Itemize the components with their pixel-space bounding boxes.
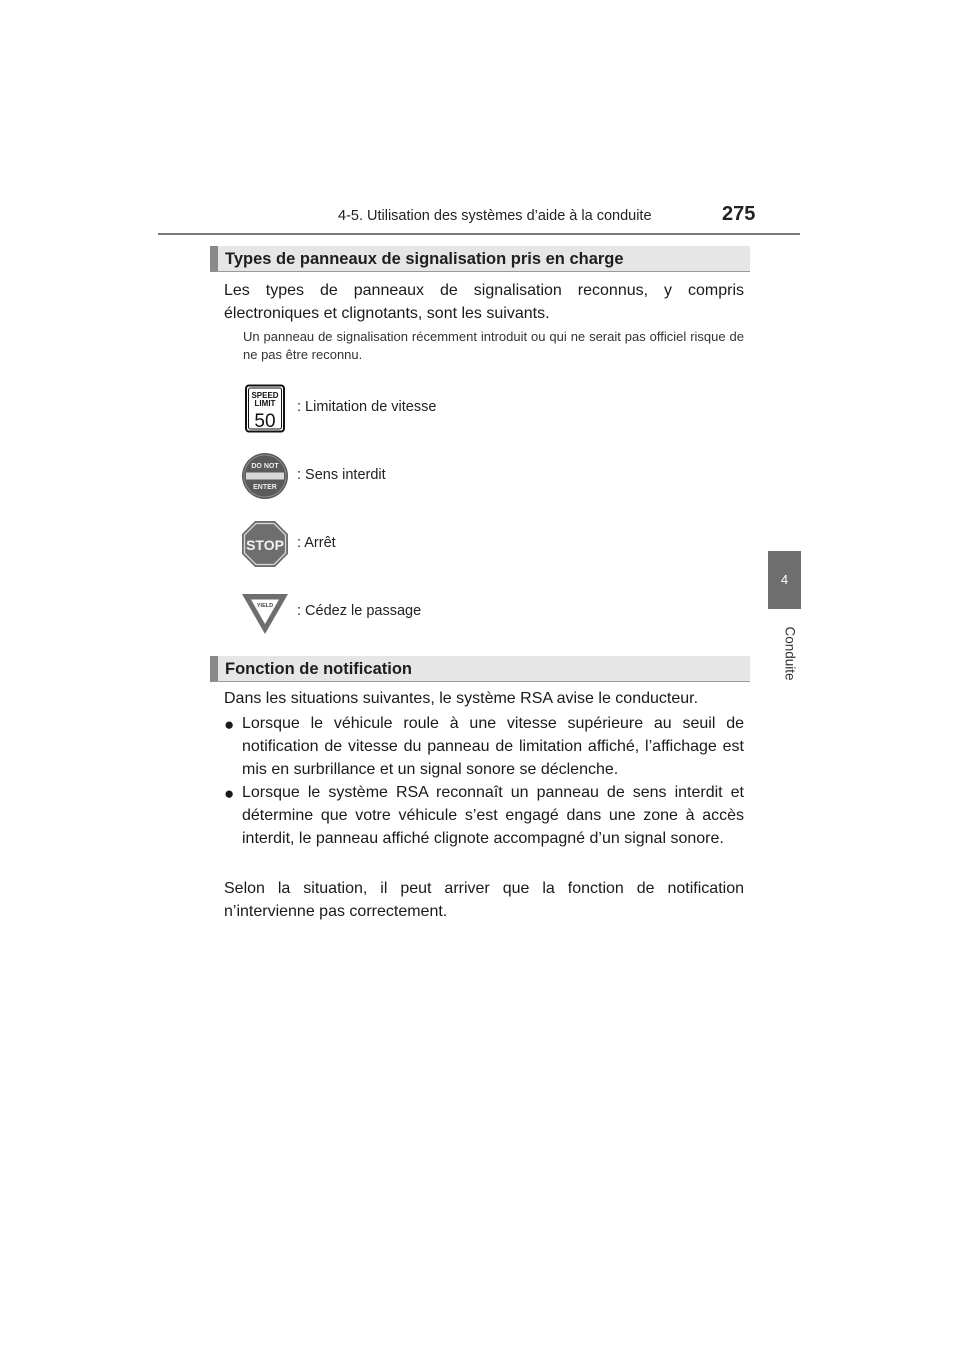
- chapter-tab: 4: [768, 551, 801, 609]
- stop-sign-text: STOP: [246, 537, 284, 553]
- bullet-icon: ●: [224, 715, 235, 734]
- speed-limit-label: : Limitation de vitesse: [297, 399, 437, 415]
- stop-label: : Arrêt: [297, 535, 336, 551]
- speed-sign-value: 50: [254, 411, 276, 432]
- chapter-label: Conduite: [782, 626, 798, 681]
- speed-sign-text-2: LIMIT: [254, 399, 276, 408]
- page-number: 275: [722, 203, 756, 225]
- speed-sign-text-1: SPEED: [251, 391, 279, 400]
- dne-sign-text-1: DO NOT: [251, 463, 279, 470]
- bullet-icon: ●: [224, 784, 235, 803]
- stop-sign-icon: [241, 520, 289, 568]
- section-title: 4-5. Utilisation des systèmes d’aide à la conduite: [338, 208, 652, 224]
- do-not-enter-label: : Sens interdit: [297, 467, 386, 483]
- sign-types-note: Un panneau de signalisation récemment introduit ou qui ne serait pas officiel risque de ne pas être reconnu.: [243, 329, 744, 362]
- notification-closing: Selon la situation, il peut arriver que la fonction de notification n’intervienne pas correctement.: [224, 880, 744, 920]
- speed-limit-sign-icon: [241, 384, 289, 432]
- do-not-enter-sign-icon: [241, 452, 289, 500]
- header-rule: [158, 233, 800, 235]
- section-heading-sign-types: Types de panneaux de signalisation pris en charge: [210, 246, 750, 272]
- sign-types-intro: Les types de panneaux de signalisation reconnus, y compris électroniques et clignotants, sont les suivants.: [224, 282, 744, 322]
- yield-sign-icon: [241, 592, 289, 640]
- bullet-text: Lorsque le système RSA reconnaît un panneau de sens interdit et détermine que votre véhicule s’est engagé dans une zone à accès interdit, le panneau affiché clignote accompagné d’un signal sonore.: [242, 784, 744, 847]
- bullet-text: Lorsque le véhicule roule à une vitesse supérieure au seuil de notification de vitesse du panneau de limitation affiché, l’affichage est mis en surbrillance et un signal sonore se déclenche.: [242, 715, 744, 778]
- yield-label: : Cédez le passage: [297, 603, 422, 619]
- section-heading-notification: Fonction de notification: [210, 656, 750, 682]
- dne-sign-text-2: ENTER: [253, 484, 277, 491]
- notification-intro: Dans les situations suivantes, le système RSA avise le conducteur.: [224, 690, 699, 707]
- yield-sign-text: YIELD: [256, 603, 274, 609]
